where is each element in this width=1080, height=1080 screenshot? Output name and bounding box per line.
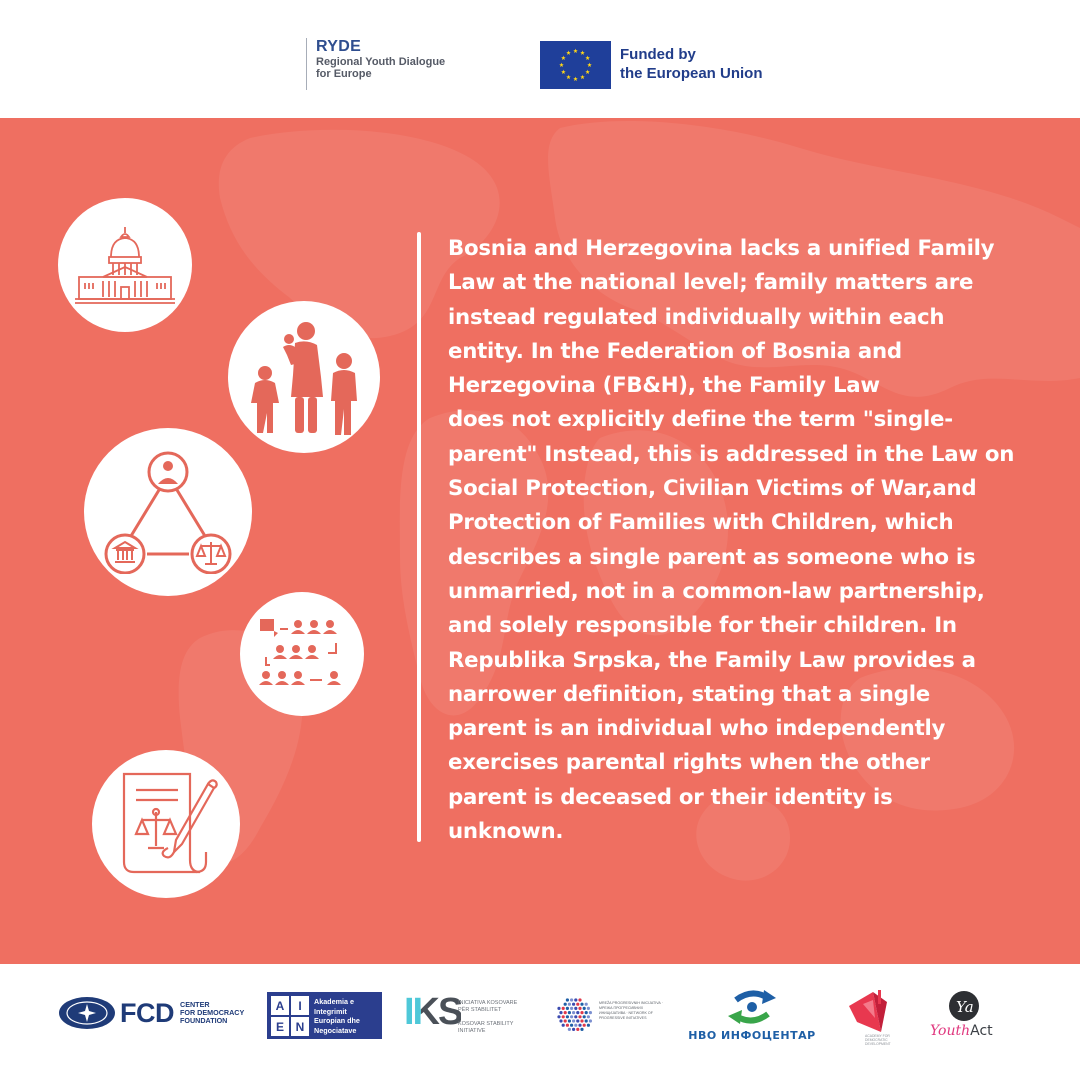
globe-dot: [589, 1019, 592, 1022]
eu-star: [561, 56, 566, 60]
svg-text:Ya: Ya: [956, 998, 974, 1016]
network-circle: [84, 428, 252, 596]
globe-dot: [557, 1015, 560, 1018]
globe-dot: [564, 1003, 567, 1006]
eu-star: [566, 75, 571, 79]
globe-dot: [574, 1015, 577, 1018]
aien-line1: Akademia e: [314, 997, 354, 1006]
globe-dot: [570, 1015, 573, 1018]
fcd-line1: CENTER: [180, 1000, 210, 1009]
youthact-youth: Youth: [930, 1023, 971, 1039]
person-institution-justice-network-icon: [103, 450, 233, 574]
capitol-building-icon: [73, 225, 177, 305]
globe-dot: [580, 1011, 583, 1014]
iks-line3: KOSOVAR STABILITY: [458, 1021, 514, 1027]
globe-dot: [574, 998, 577, 1001]
aien-line3: Europian dhe: [314, 1016, 360, 1025]
fcd-line3: FOUNDATION: [180, 1016, 228, 1025]
aien-logo: [267, 992, 382, 1039]
aien-letter: E: [271, 1017, 289, 1036]
aien-letter: N: [291, 1017, 309, 1036]
globe-dot: [578, 998, 581, 1001]
globe-dot: [559, 1011, 562, 1014]
aien-line4: Negociatave: [314, 1025, 357, 1035]
globe-dot: [587, 1024, 590, 1027]
globe-dot: [574, 1024, 577, 1027]
ya-emblem-icon: [930, 990, 1016, 1024]
globe-dot: [585, 1003, 588, 1006]
iks-logo: [404, 990, 534, 1040]
body-paragraph: Bosnia and Herzegovina lacks a unified Family Law at the national level; family matters are instead regulated individually within each entity. In the Federation of Bosnia and Herzegovina (FB&H), the Family Law does not explicitly define the term "single- parent" Instead, this is addressed in the Law on Social Protection, Civilian Victims of War,and Protection of Families with Children, which describes a single parent as someone who is unmarried, not in a common-law partnership, and solely responsible for their children. In Republika Srpska, the Family Law provides a narrower definition, stating that a single parent is an individual who independently exercises parental rights when the other parent is deceased or their identity is unknown.: [448, 236, 1015, 845]
meeting-groups-icon: [258, 617, 346, 691]
iks-line2: PËR STABILITET: [458, 1007, 502, 1013]
globe-dot: [578, 1015, 581, 1018]
globe-dot: [566, 1024, 569, 1027]
iks-line1: INICIATIVA KOSOVARE: [458, 1000, 518, 1006]
red-geometric-icon: [843, 988, 908, 1034]
fcd-subtitle: [180, 1001, 244, 1025]
eu-line1: Funded by: [620, 46, 696, 63]
globe-dot: [587, 1007, 590, 1010]
globe-dot: [580, 1019, 583, 1022]
globe-dot: [572, 1011, 575, 1014]
globe-dot: [576, 1003, 579, 1006]
network-text: MREŽA PROGRESIVNIH INICIJATIVA · МРЕЖА ПРОГРЕСИВНИХ ИНИЦИЈАТИВА · NETWORK OF PROGRESSIVE INITIATIVES: [599, 1001, 663, 1020]
globe-dot: [568, 1028, 571, 1031]
globe-dot: [576, 1019, 579, 1022]
eu-star: [573, 77, 578, 81]
globe-dot: [562, 1015, 565, 1018]
globe-dot: [570, 998, 573, 1001]
academy-democratic-logo: [843, 988, 908, 1048]
eu-star: [585, 56, 590, 60]
globe-dot: [562, 1024, 565, 1027]
dot-globe-icon: [555, 996, 595, 1034]
iks-line4: INITIATIVE: [458, 1028, 486, 1034]
fcd-emblem-icon: [58, 996, 116, 1030]
meeting-circle: [240, 592, 364, 716]
aien-line2: Integrimit: [314, 1006, 347, 1016]
globe-dot: [572, 1003, 575, 1006]
globe-dot: [574, 1007, 577, 1010]
ryde-subtitle-line2: for Europe: [316, 68, 372, 80]
globe-dot: [576, 1011, 579, 1014]
aien-letter: A: [271, 996, 289, 1015]
family-icon: [249, 319, 359, 435]
globe-dot: [585, 1019, 588, 1022]
eu-star: [587, 63, 592, 67]
eu-funding-text: [620, 45, 763, 83]
document-circle: [92, 750, 240, 898]
globe-dot: [568, 1003, 571, 1006]
youthact-wordmark: [930, 1023, 993, 1039]
family-circle: [228, 301, 380, 453]
iks-mark: IKS: [404, 991, 462, 1033]
fcd-line2: FOR DEMOCRACY: [180, 1008, 245, 1017]
globe-dot: [578, 1007, 581, 1010]
globe-dot: [566, 1015, 569, 1018]
aien-letter: I: [291, 996, 309, 1015]
aien-letter-grid: [271, 996, 309, 1036]
globe-dot: [580, 1003, 583, 1006]
globe-dot: [562, 1007, 565, 1010]
globe-dot: [570, 1024, 573, 1027]
eu-star: [580, 75, 585, 79]
nvo-arrows-icon: [688, 986, 816, 1028]
academy-text: ACADEMY FOR DEMOCRATIC DEVELOPMENT: [865, 1034, 891, 1046]
ryde-title: RYDE: [316, 38, 362, 55]
globe-dot: [583, 1007, 586, 1010]
globe-dot: [566, 998, 569, 1001]
eu-star: [561, 70, 566, 74]
youthact-logo: [930, 990, 1016, 1046]
aien-text: [314, 997, 382, 1035]
globe-dot: [583, 1024, 586, 1027]
youthact-act: Act: [970, 1023, 993, 1039]
eu-star: [573, 49, 578, 53]
globe-dot: [559, 1019, 562, 1022]
globe-dot: [570, 1007, 573, 1010]
fcd-mark: FCD: [120, 997, 174, 1028]
capitol-circle: [58, 198, 192, 332]
eu-star: [566, 50, 571, 54]
globe-dot: [585, 1011, 588, 1014]
globe-dot: [572, 1028, 575, 1031]
legal-document-signing-icon: [110, 768, 222, 880]
globe-dot: [578, 1024, 581, 1027]
nvo-infocentar-logo: [688, 986, 816, 1046]
eu-flag-icon: [540, 41, 611, 89]
nvo-text: НВО ИНФОЦЕНТАР: [688, 1029, 816, 1042]
header: [0, 0, 1080, 118]
eu-star: [585, 70, 590, 74]
globe-dot: [572, 1019, 575, 1022]
ryde-subtitle-line1: Regional Youth Dialogue: [316, 56, 446, 68]
globe-dot: [568, 1019, 571, 1022]
globe-dot: [564, 1011, 567, 1014]
globe-dot: [576, 1028, 579, 1031]
globe-dot: [583, 1015, 586, 1018]
network-progressive-initiatives-logo: [555, 996, 665, 1036]
globe-dot: [568, 1011, 571, 1014]
iks-text: [458, 1000, 517, 1035]
globe-dot: [566, 1007, 569, 1010]
eu-star: [580, 50, 585, 54]
vertical-divider: [417, 232, 421, 842]
globe-dot: [587, 1015, 590, 1018]
eu-star: [559, 63, 564, 67]
fcd-logo: [58, 996, 244, 1030]
globe-dot: [589, 1011, 592, 1014]
eu-line2: the European Union: [620, 65, 763, 82]
globe-dot: [557, 1007, 560, 1010]
globe-dot: [564, 1019, 567, 1022]
main-panel: [0, 118, 1080, 964]
ryde-logo: [306, 38, 445, 90]
globe-dot: [580, 1028, 583, 1031]
